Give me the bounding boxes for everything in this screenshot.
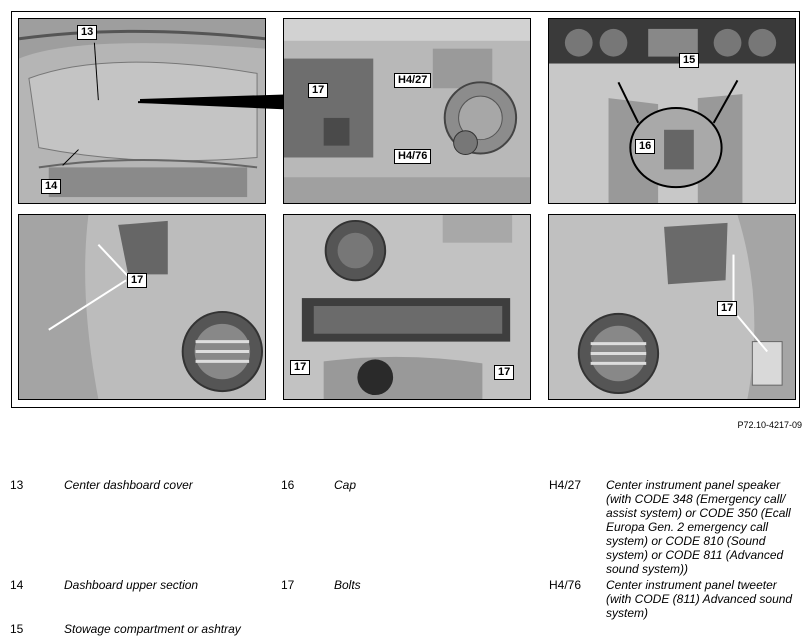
legend-num-13: 13 (10, 478, 24, 492)
callout-h4-76: H4/76 (394, 149, 431, 164)
callout-17: 17 (308, 83, 328, 98)
legend-text-17: Bolts (334, 578, 361, 592)
photo-panel-right-side (548, 214, 796, 400)
photo-panel-speaker (283, 18, 531, 204)
legend-num-16: 16 (281, 478, 295, 492)
photo-panel-center (283, 214, 531, 400)
legend-num-17: 17 (281, 578, 295, 592)
callout-17: 17 (127, 273, 147, 288)
callout-17-left: 17 (290, 360, 310, 375)
legend-num-h4-76: H4/76 (549, 578, 582, 592)
photo-panel-left-side (18, 214, 266, 400)
photo-panel-stowage (548, 18, 796, 204)
callout-16: 16 (635, 139, 655, 154)
callout-17: 17 (717, 301, 737, 316)
legend-text-15: Stowage compartment or ashtray (64, 622, 241, 636)
legend-text-14: Dashboard upper section (64, 578, 199, 592)
callout-15: 15 (679, 53, 699, 68)
legend-text-13: Center dashboard cover (64, 478, 193, 492)
legend-num-14: 14 (10, 578, 24, 592)
photo-panel-dashboard-cover (18, 18, 266, 204)
callout-14: 14 (41, 179, 61, 194)
figure-reference: P72.10-4217-09 (737, 420, 802, 430)
callout-h4-27: H4/27 (394, 73, 431, 88)
legend-text-h4-76: Center instrument panel tweeter (with CODE (811) Advanced sound system) (606, 578, 793, 620)
legend-text-16: Cap (334, 478, 357, 492)
callout-13: 13 (77, 25, 97, 40)
stowage-illustration (549, 19, 795, 203)
left-side-illustration (19, 215, 265, 399)
legend-num-15: 15 (10, 622, 24, 636)
right-side-illustration (549, 215, 795, 399)
speaker-illustration (284, 19, 530, 203)
legend-text-h4-27: Center instrument panel speaker (with CODE 348 (Emergency call/ assist system) or CODE 350 (Ecall Europa Gen. 2 emergency call system) or CODE 810 (Sound system) or CODE 811 (Advanced sound system)) (606, 478, 791, 576)
legend-num-h4-27: H4/27 (549, 478, 582, 492)
dashboard-cover-illustration (19, 19, 265, 203)
callout-17-right: 17 (494, 365, 514, 380)
